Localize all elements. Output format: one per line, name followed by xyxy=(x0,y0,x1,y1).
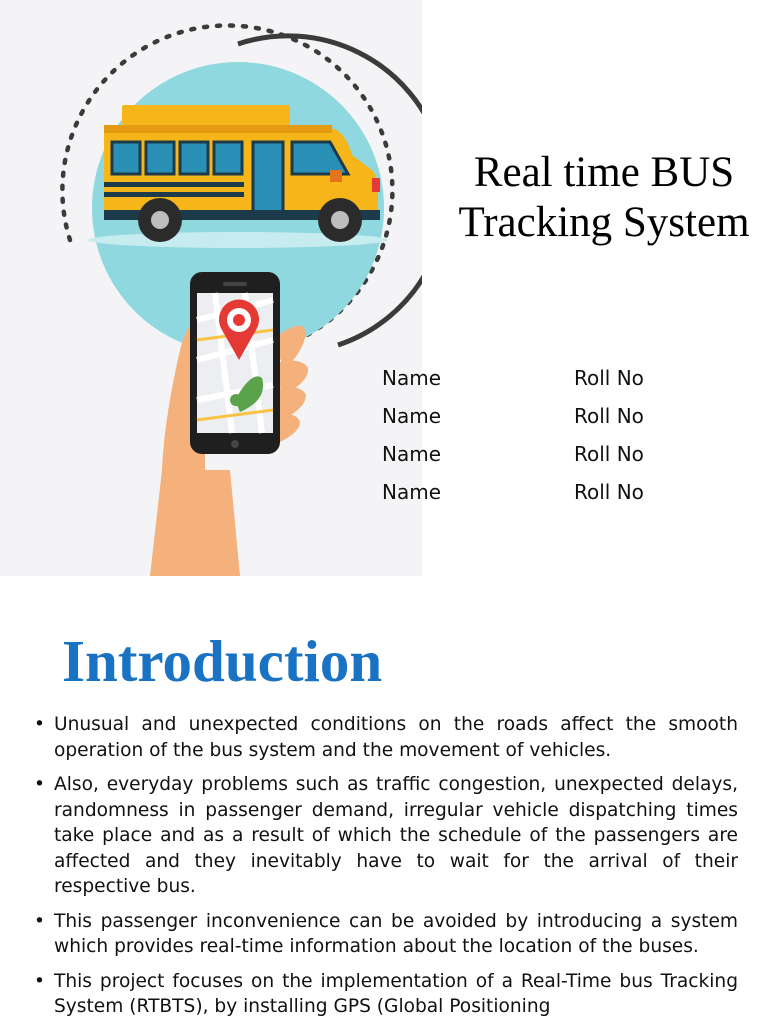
roster-row xyxy=(382,478,682,516)
bullet-text: Unusual and unexpected conditions on the roads affect the smooth operation of the bus system and the movement of vehicles. xyxy=(54,714,738,761)
introduction-bullets xyxy=(34,712,738,1029)
roster-row xyxy=(382,364,682,402)
member-name: Name xyxy=(382,404,442,428)
roster-row xyxy=(382,402,682,440)
presentation-title xyxy=(440,148,768,248)
member-roll-no: Roll No xyxy=(574,442,644,466)
illustration-svg xyxy=(0,0,422,576)
title-line-2: Tracking System xyxy=(458,199,750,246)
bullet-dot-icon: • xyxy=(34,774,45,795)
bullet-text: This project focuses on the implementation of a Real-Time bus Tracking System (RTBTS), by installing GPS (Global Positioning xyxy=(54,970,738,1017)
bullet-item xyxy=(34,772,738,900)
smartphone-icon xyxy=(190,272,280,454)
member-roll-no: Roll No xyxy=(574,480,644,504)
team-roster xyxy=(382,364,682,516)
bullet-item xyxy=(34,969,738,1020)
bullet-dot-icon: • xyxy=(34,714,45,735)
introduction-heading: Introduction xyxy=(62,628,383,694)
bullet-text: This passenger inconvenience can be avoided by introducing a system which provides real-time information about the location of the buses. xyxy=(54,910,738,957)
bus-tracking-illustration xyxy=(0,0,422,576)
member-roll-no: Roll No xyxy=(574,366,644,390)
bullet-item xyxy=(34,909,738,960)
bullet-dot-icon: • xyxy=(34,910,45,932)
member-name: Name xyxy=(382,480,442,504)
roster-row xyxy=(382,440,682,478)
bullet-dot-icon: • xyxy=(34,970,45,992)
member-name: Name xyxy=(382,442,442,466)
member-roll-no: Roll No xyxy=(574,404,644,428)
title-line-1: Real time BUS xyxy=(473,149,735,196)
introduction-slide xyxy=(0,578,768,1024)
bullet-item xyxy=(34,712,738,763)
bullet-text: Also, everyday problems such as traffic congestion, unexpected delays, randomness in passenger demand, irregular vehicle dispatching times take place and as a result of which the schedule of the passengers are affected and they inevitably have to wait for the arrival of their respective bus. xyxy=(54,774,738,897)
member-name: Name xyxy=(382,366,442,390)
